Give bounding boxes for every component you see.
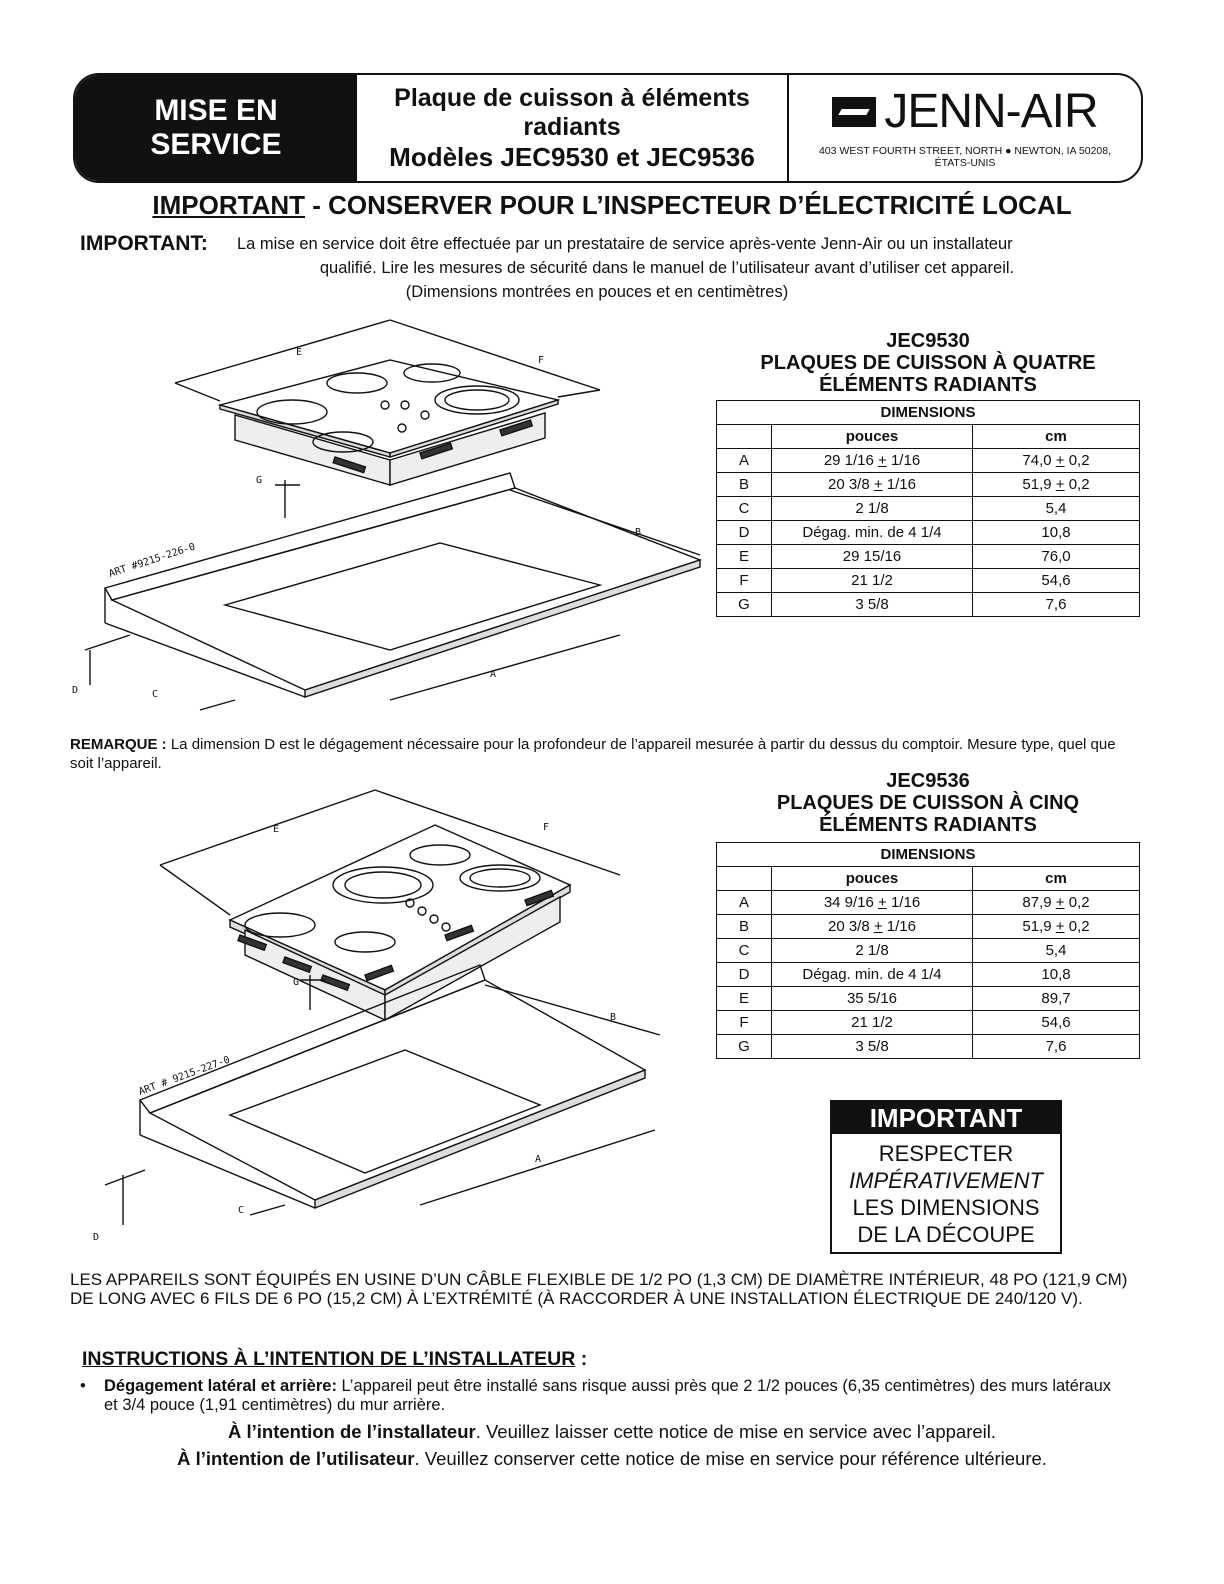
dimension-cm [973, 963, 1140, 987]
table2-title: DIMENSIONS [717, 843, 1140, 867]
dimension-cm [973, 1011, 1140, 1035]
cm-value: 5,4 [1045, 500, 1067, 517]
dim-label-b-2: B [610, 1012, 617, 1023]
dimension-letter: E [717, 987, 772, 1011]
model1-line2: PLAQUES DE CUISSON À QUATRE [760, 352, 1096, 374]
cooktop-diagram-jec9536 [85, 785, 715, 1245]
model2-line3: ÉLÉMENTS RADIANTS [819, 814, 1037, 836]
cm-tolerance-value: 0,2 [1064, 894, 1090, 911]
user-bold: À l’intention de l’utilisateur [177, 1448, 415, 1469]
installer-note [0, 1421, 1224, 1443]
table2-col-in: pouces [772, 867, 973, 891]
important-line-2: qualifié. Lire les mesures de sécurité dans le manuel de l’utilisateur avant d’utiliser cet appareil. [319, 259, 1015, 277]
dimension-letter: D [717, 521, 772, 545]
dimension-inches [772, 963, 973, 987]
table-row [717, 939, 1140, 963]
dim-label-c-1: C [152, 689, 159, 700]
inches-value: 34 9/16 [823, 894, 879, 911]
table2-blank-header [717, 867, 772, 891]
title-line-1: Plaque de cuisson à éléments [394, 84, 750, 112]
note [70, 735, 1130, 773]
dimension-inches [772, 1011, 973, 1035]
main-title [0, 190, 1224, 221]
model2-code: JEC9536 [886, 770, 970, 792]
dimension-letter: D [717, 963, 772, 987]
dimension-letter: C [717, 939, 772, 963]
user-text: . Veuillez conserver cette notice de mise en service pour référence ultérieure. [414, 1448, 1047, 1469]
inches-tolerance-value: 1/16 [886, 452, 921, 469]
address-line-2: ÉTATS-UNIS [934, 157, 996, 169]
important-box-line-4: DE LA DÉCOUPE [857, 1222, 1035, 1247]
important-line-3: (Dimensions montrées en pouces et en centimètres) [405, 283, 789, 301]
important-box-head: IMPORTANT [832, 1102, 1060, 1134]
dimension-inches [772, 545, 973, 569]
dimension-inches [772, 891, 973, 915]
dim-label-d-2: D [93, 1232, 100, 1243]
dimension-letter: A [717, 891, 772, 915]
inches-tolerance-value: 1/16 [886, 894, 921, 911]
dim-label-b-1: B [635, 527, 642, 538]
address-line-1: 403 WEST FOURTH STREET, NORTH ● NEWTON, IA 50208, [818, 145, 1112, 157]
table1-col-cm: cm [973, 425, 1140, 449]
important-box-line-2: IMPÉRATIVEMENT [849, 1168, 1043, 1193]
table1-title: DIMENSIONS [717, 401, 1140, 425]
table-row [717, 1035, 1140, 1059]
bullet-bold: Dégagement latéral et arrière: [104, 1377, 337, 1395]
instructions-title [82, 1348, 587, 1371]
dimension-letter: C [717, 497, 772, 521]
dimension-inches [772, 569, 973, 593]
inches-tolerance: + [873, 476, 883, 493]
dim-label-f-1: F [538, 355, 545, 366]
brand-address [819, 145, 1111, 169]
dimension-cm [973, 593, 1140, 617]
bullet-text: L’appareil peut être installé sans risque aussi près que 2 1/2 pouces (6,35 centimètres) des murs latéraux et 3/4 pouce (1,91 centimètres) du mur arrière. [104, 1377, 1112, 1414]
table1-blank-header [717, 425, 772, 449]
installer-bold: À l’intention de l’installateur [227, 1421, 476, 1442]
dimension-cm [973, 569, 1140, 593]
dimension-inches [772, 915, 973, 939]
document-title [357, 75, 789, 181]
model1-heading [716, 330, 1140, 396]
table-row [717, 1011, 1140, 1035]
note-text: La dimension D est le dégagement nécessaire pour la profondeur de l’appareil mesurée à partir du dessus du comptoir. Mesure type, quel que soit l’appareil. [70, 736, 1116, 772]
table1-col-in: pouces [772, 425, 973, 449]
table-row [717, 987, 1140, 1011]
installation-badge [75, 75, 357, 181]
cm-tolerance-value: 0,2 [1064, 452, 1090, 469]
table1-body [717, 449, 1140, 617]
inches-value: 2 1/8 [855, 942, 889, 959]
dimension-cm [973, 473, 1140, 497]
inches-value: 2 1/8 [855, 500, 889, 517]
cm-value: 89,7 [1041, 990, 1071, 1007]
cm-value: 7,6 [1045, 1038, 1067, 1055]
brand-logo [832, 87, 1097, 137]
model2-heading [716, 770, 1140, 836]
dimension-cm [973, 521, 1140, 545]
inches-value: 35 5/16 [846, 990, 898, 1007]
dimension-cm [973, 1035, 1140, 1059]
title-line-2: radiants [523, 113, 621, 141]
dim-label-c-2: C [238, 1205, 245, 1216]
installer-text: . Veuillez laisser cette notice de mise en service avec l’appareil. [475, 1421, 997, 1442]
inches-tolerance: + [878, 452, 887, 469]
instructions-title-text: INSTRUCTIONS À L’INTENTION DE L’INSTALLATEUR [82, 1348, 576, 1370]
table-row [717, 963, 1140, 987]
cm-tolerance-value: 0,2 [1064, 918, 1090, 935]
art-number-2: ART # 9215-227-0 [137, 1054, 232, 1098]
table-row [717, 891, 1140, 915]
table-row [717, 545, 1140, 569]
inches-tolerance: + [873, 918, 883, 935]
brand-name: JENN-AIR [884, 85, 1098, 138]
dimension-cm [973, 545, 1140, 569]
inches-tolerance-value: 1/16 [882, 476, 916, 493]
inches-value: 3 5/8 [855, 596, 889, 613]
dimension-cm [973, 891, 1140, 915]
inches-tolerance-value: 1/16 [882, 918, 916, 935]
inches-value: 21 1/2 [851, 572, 893, 589]
art-number-1: ART #9215-226-0 [107, 541, 197, 580]
dimension-cm [973, 987, 1140, 1011]
cm-value: 54,6 [1041, 1014, 1071, 1031]
important-box-line-3: LES DIMENSIONS [852, 1195, 1040, 1220]
dim-label-e-1: E [296, 347, 303, 358]
dimension-cm [973, 449, 1140, 473]
table-row [717, 593, 1140, 617]
title-line-3: Modèles JEC9530 et JEC9536 [389, 142, 755, 172]
table2-col-cm: cm [973, 867, 1140, 891]
cm-value: 10,8 [1041, 524, 1071, 541]
cm-value: 54,6 [1041, 572, 1071, 589]
table-row [717, 473, 1140, 497]
inches-value: 29 1/16 [823, 452, 879, 469]
clearance-bullet [80, 1377, 1120, 1415]
table-row [717, 497, 1140, 521]
dim-label-g-1: G [256, 475, 263, 486]
bullet-icon: • [80, 1377, 86, 1395]
brand-block [789, 75, 1141, 181]
dimension-letter: F [717, 1011, 772, 1035]
inches-value: 20 3/8 [827, 476, 874, 493]
dimension-inches [772, 987, 973, 1011]
cm-value: 7,6 [1045, 596, 1067, 613]
instructions-title-colon: : [575, 1348, 588, 1370]
inches-value: 29 15/16 [842, 548, 902, 565]
dimension-inches [772, 593, 973, 617]
cm-value: 74,0 [1022, 452, 1056, 469]
dimension-cm [973, 915, 1140, 939]
inches-value: 20 3/8 [827, 918, 874, 935]
important-line-1: La mise en service doit être effectuée par un prestataire de service après-vente Jenn-Air ou un installateur [237, 235, 1013, 253]
cm-value: 10,8 [1041, 966, 1071, 983]
brand-mark-icon [832, 97, 876, 127]
dimension-letter: A [717, 449, 772, 473]
table2-body [717, 891, 1140, 1059]
dimension-inches [772, 497, 973, 521]
dim-label-f-2: F [543, 822, 550, 833]
cm-value: 51,9 [1022, 476, 1056, 493]
cm-value: 76,0 [1041, 548, 1071, 565]
dimension-inches [772, 939, 973, 963]
model1-line3: ÉLÉMENTS RADIANTS [819, 374, 1037, 396]
dimensions-table-2 [716, 842, 1140, 1059]
cm-tolerance-value: 0,2 [1064, 476, 1090, 493]
user-note [0, 1448, 1224, 1470]
dimension-letter: F [717, 569, 772, 593]
cm-value: 87,9 [1022, 894, 1056, 911]
dimension-letter: G [717, 1035, 772, 1059]
inches-value: 21 1/2 [851, 1014, 893, 1031]
header-banner [73, 73, 1143, 183]
dimension-cm [973, 497, 1140, 521]
model2-line2: PLAQUES DE CUISSON À CINQ [776, 792, 1080, 814]
cm-value: 5,4 [1045, 942, 1067, 959]
dimension-letter: B [717, 473, 772, 497]
dimension-letter: G [717, 593, 772, 617]
important-label: IMPORTANT: [80, 232, 208, 255]
dimension-inches [772, 1035, 973, 1059]
cm-value: 51,9 [1022, 918, 1056, 935]
note-label: REMARQUE : [70, 736, 167, 753]
important-box [830, 1100, 1062, 1254]
dimension-inches [772, 449, 973, 473]
factory-cable-text: LES APPAREILS SONT ÉQUIPÉS EN USINE D’UN CÂBLE FLEXIBLE DE 1/2 PO (1,3 CM) DE DIAMÈTRE INTÉRIEUR, 48 PO (121,9 CM) DE LONG AVEC 6 FILS DE 6 PO (15,2 CM) À L’EXTRÉMITÉ (À RACCORDER À UNE INSTALLATION ÉLECTRIQUE DE 240/120 V). [70, 1270, 1128, 1308]
table-row [717, 915, 1140, 939]
dimension-letter: E [717, 545, 772, 569]
cm-tolerance: + [1055, 476, 1065, 493]
dim-label-d-1: D [72, 685, 79, 696]
cooktop-diagram-jec9530 [60, 305, 710, 730]
inches-value: Dégag. min. de 4 1/4 [802, 966, 942, 983]
main-title-underlined: IMPORTANT [152, 190, 306, 220]
cm-tolerance: + [1055, 452, 1065, 469]
inches-value: Dégag. min. de 4 1/4 [802, 524, 942, 541]
dimension-letter: B [717, 915, 772, 939]
dim-label-a-2: A [535, 1154, 542, 1165]
table-row [717, 569, 1140, 593]
inches-value: 3 5/8 [855, 1038, 889, 1055]
dim-label-a-1: A [490, 669, 497, 680]
cm-tolerance: + [1055, 918, 1065, 935]
dim-label-e-2: E [273, 824, 280, 835]
model1-code: JEC9530 [886, 330, 970, 352]
dimension-inches [772, 521, 973, 545]
badge-line-1: MISE EN [154, 94, 278, 127]
main-title-rest: - CONSERVER POUR L’INSPECTEUR D’ÉLECTRICITÉ LOCAL [305, 190, 1072, 220]
dimensions-table-1 [716, 400, 1140, 617]
cm-tolerance: + [1055, 894, 1065, 911]
dimension-inches [772, 473, 973, 497]
table-row [717, 449, 1140, 473]
inches-tolerance: + [878, 894, 887, 911]
badge-line-2: SERVICE [150, 128, 282, 161]
dimension-cm [973, 939, 1140, 963]
important-box-line-1: RESPECTER [878, 1141, 1014, 1166]
table-row [717, 521, 1140, 545]
dim-label-g-2: G [293, 977, 300, 988]
